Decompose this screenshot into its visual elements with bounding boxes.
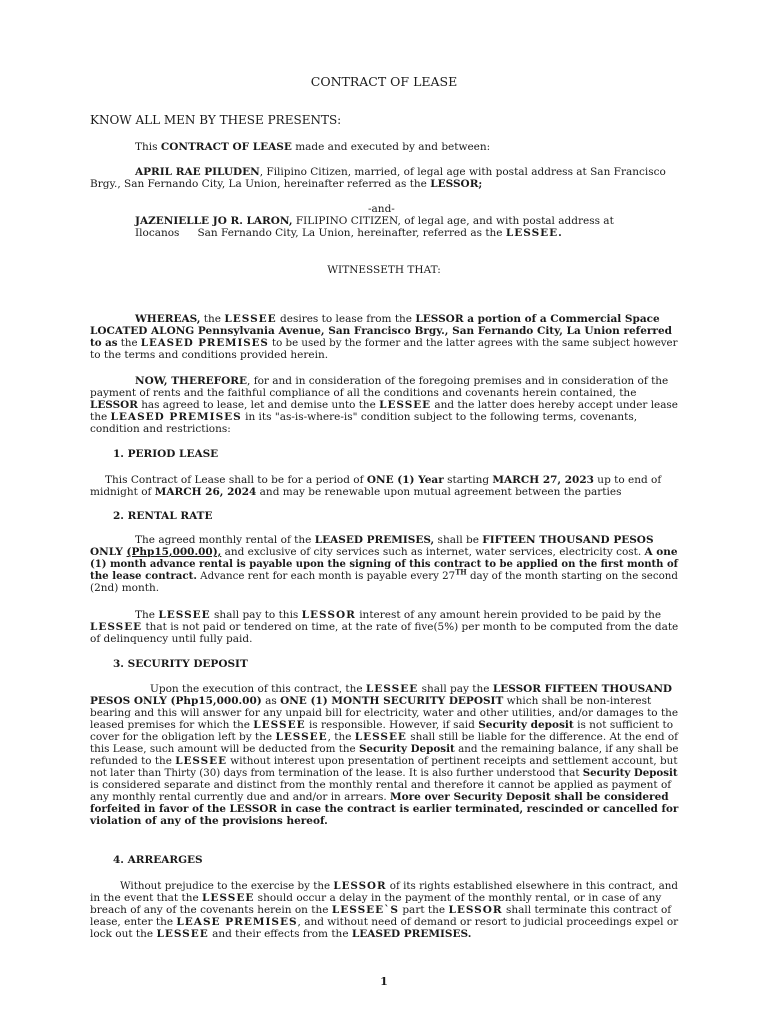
s1-line-1: This Contract of Lease shall to be for a period of ONE (1) Year starting MARCH 27, 2023 up to end of xyxy=(105,474,662,486)
lessee-line-1: JAZENIELLE JO R. LARON, FILIPINO CITIZEN, of legal age, and with postal address at xyxy=(135,215,614,227)
s2-line-5: (2nd) month. xyxy=(90,582,160,594)
whereas-line-4: to the terms and conditions provided herein. xyxy=(90,349,329,361)
document-title: CONTRACT OF LEASE xyxy=(310,74,458,89)
s3-line-4: leased premises for which the LESSEE is responsible. However, if said Security deposit is not sufficient to xyxy=(90,719,674,731)
s3-line-11: forfeited in favor of the LESSOR in case the contract is earlier terminated, rescinded or cancelled for xyxy=(90,803,679,815)
whereas-line-2: LOCATED ALONG Pennsylvania Avenue, San Francisco Brgy., San Fernando City, La Union referred xyxy=(90,325,672,337)
and-separator: -and- xyxy=(368,203,395,215)
section-4-heading: 4. ARREARGES xyxy=(113,854,203,866)
whereas-line-3: to as the LEASED PREMISES to be used by the former and the latter agrees with the same subject however xyxy=(90,337,678,349)
s3-line-1: Upon the execution of this contract, the LESSEE shall pay the LESSOR FIFTEEN THOUSAND xyxy=(150,683,673,695)
whereas-line-1: WHEREAS, the LESSEE desires to lease from the LESSOR a portion of a Commercial Space xyxy=(135,313,660,325)
s3-line-7: refunded to the LESSEE without interest upon presentation of pertinent receipts and settlement account, but xyxy=(90,755,678,767)
s2-line-1: The agreed monthly rental of the LEASED PREMISES, shall be FIFTEEN THOUSAND PESOS xyxy=(135,534,654,546)
now-line-1: NOW, THEREFORE, for and in consideration of the foregoing premises and in consideration of the xyxy=(135,375,669,387)
lessor-line-1: APRIL RAE PILUDEN, Filipino Citizen, married, of legal age with postal address at San Francisco xyxy=(135,166,666,178)
lessee-line-2: Ilocanos San Fernando City, La Union, hereinafter, referred as the LESSEE. xyxy=(135,227,563,239)
now-line-3: LESSOR has agreed to lease, let and demise unto the LESSEE and the latter does hereby accept under lease xyxy=(90,399,678,411)
s2-p2-line-2: LESSEE that is not paid or tendered on time, at the rate of five(5%) per month to be computed from the date xyxy=(90,621,679,633)
s4-line-5: lock out the LESSEE and their effects from the LEASED PREMISES. xyxy=(90,928,472,940)
witnesseth-heading: WITNESSETH THAT: xyxy=(327,264,441,276)
s3-line-6: this Lease, such amount will be deducted from the Security Deposit and the remaining balance, if any shall be xyxy=(90,743,679,755)
s3-line-9: is considered separate and distinct from the monthly rental and therefore it cannot be applied as payment of xyxy=(90,779,672,791)
s3-line-2: PESOS ONLY (Php15,000.00) as ONE (1) MONTH SECURITY DEPOSIT which shall be non-interest xyxy=(90,695,652,707)
know-all-heading: KNOW ALL MEN BY THESE PRESENTS: xyxy=(90,113,342,127)
s2-line-4: the lease contract. Advance rent for each month is payable every 27TH day of the month starting on the second xyxy=(90,567,678,582)
s4-line-2: in the event that the LESSEE should occur a delay in the payment of the monthly rental, or in case of any xyxy=(90,892,662,904)
now-line-2: payment of rents and the faithful compliance of all the conditions and covenants herein contained, the xyxy=(90,387,637,399)
section-2-heading: 2. RENTAL RATE xyxy=(113,510,213,522)
s3-line-12: violation of any of the provisions hereof. xyxy=(90,815,328,827)
s4-line-1: Without prejudice to the exercise by the LESSOR of its rights established elsewhere in this contract, and xyxy=(120,880,678,892)
s2-line-2: ONLY (Php15,000.00), and exclusive of city services such as internet, water services, electricity cost. A one xyxy=(90,546,678,558)
s2-p2-line-3: of delinquency until fully paid. xyxy=(90,633,253,645)
s3-line-8: not later than Thirty (30) days from termination of the lease. It is also further understood that Security Deposit xyxy=(90,767,678,779)
s3-line-10: any monthly rental currently due and and/or in arrears. More over Security Deposit shall be considered xyxy=(90,791,669,803)
s1-line-2: midnight of MARCH 26, 2024 and may be renewable upon mutual agreement between the parties xyxy=(90,486,622,498)
s3-line-5: cover for the obligation left by the LESSEE, the LESSEE shall still be liable for the difference. At the end of xyxy=(90,731,679,743)
s2-line-3: (1) month advance rental is payable upon the signing of this contract to be applied on the first month of xyxy=(90,558,678,570)
section-1-heading: 1. PERIOD LEASE xyxy=(113,448,219,460)
now-line-5: condition and restrictions: xyxy=(90,423,231,435)
now-line-4: the LEASED PREMISES in its "as-is-where-is" condition subject to the following terms, covenants, xyxy=(90,411,638,423)
page-number: 1 xyxy=(380,975,388,988)
s4-line-4: lease, enter the LEASE PREMISES, and without need of demand or resort to judicial proceedings expel or xyxy=(90,916,679,928)
s3-line-3: bearing and this will answer for any unpaid bill for electricity, water and other utilities, and/or damages to the xyxy=(90,707,679,719)
intro-line: This CONTRACT OF LEASE made and executed by and between: xyxy=(135,141,491,153)
lessor-line-2: Brgy., San Fernando City, La Union, hereinafter referred as the LESSOR; xyxy=(90,178,483,190)
section-3-heading: 3. SECURITY DEPOSIT xyxy=(113,658,248,670)
s4-line-3: breach of any of the covenants herein on the LESSEE`S part the LESSOR shall terminate this contract of xyxy=(90,904,672,916)
s2-p2-line-1: The LESSEE shall pay to this LESSOR interest of any amount herein provided to be paid by the xyxy=(135,609,662,621)
